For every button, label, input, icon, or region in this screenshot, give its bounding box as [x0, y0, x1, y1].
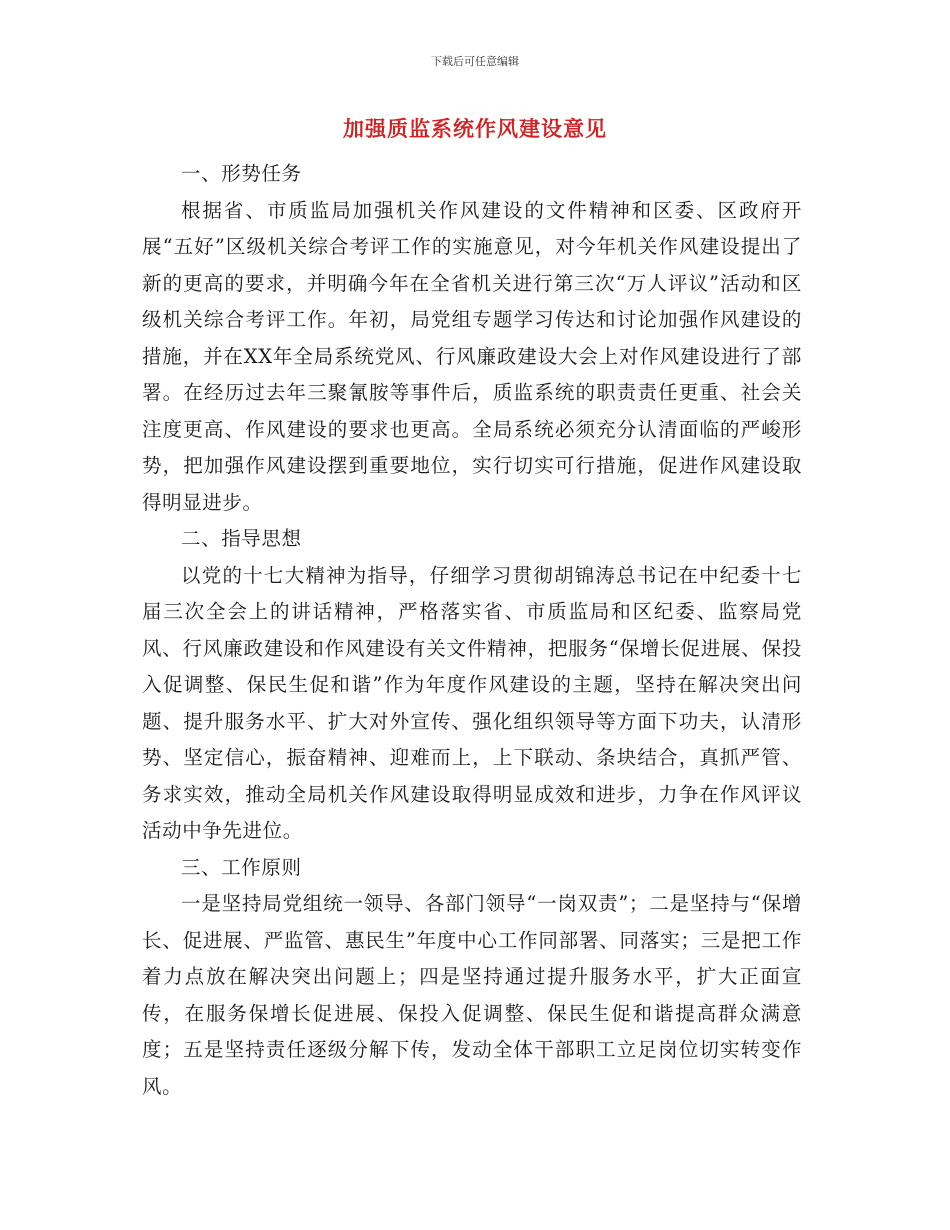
- section-paragraph-work-principles: 一是坚持局党组统一领导、各部门领导“一岗双责”；二是坚持与“保增长、促进展、严监管、惠民生”年度中心工作同部署、同落实；三是把工作着力点放在解决突出问题上；四是坚持通过提升服务水平，扩大正面宣传，在服务保增长促进展、保投入促调整、保民生促和谐提高群众满意度；五是坚持责任逐级分解下传，发动全体干部职工立足岗位切实转变作风。: [142, 892, 802, 1098]
- document-title: 加强质监系统作风建设意见: [343, 117, 607, 141]
- header-note: 下载后可任意编辑: [431, 55, 519, 68]
- section-heading-situation: 一、形势任务: [181, 162, 302, 185]
- section-paragraph-guiding-ideology: 以党的十七大精神为指导，仔细学习贯彻胡锦涛总书记在中纪委十七届三次全会上的讲话精神，严格落实省、市质监局和区纪委、监察局党风、行风廉政建设和作风建设有关文件精神，把服务“保增长促进展、保投入促调整、保民生促和谐”作为年度作风建设的主题，坚持在解决突出问题、提升服务水平、扩大对外宣传、强化组织领导等方面下功夫，认清形势、坚定信心，振奋精神、迎难而上，上下联动、条块结合，真抓严管、务求实效，推动全局机关作风建设取得明显成效和进步，力争在作风评议活动中争先进位。: [142, 563, 802, 842]
- section-heading-guiding-ideology: 二、指导思想: [181, 527, 302, 550]
- section-heading-work-principles: 三、工作原则: [181, 855, 302, 879]
- document-body: [142, 156, 802, 1105]
- section-paragraph-situation: 根据省、市质监局加强机关作风建设的文件精神和区委、区政府开展“五好”区级机关综合考评工作的实施意见，对今年机关作风建设提出了新的更高的要求，并明确今年在全省机关进行第三次“万人评议”活动和区级机关综合考评工作。年初，局党组专题学习传达和讨论加强作风建设的措施，并在XX年全局系统党风、行风廉政建设大会上对作风建设进行了部署。在经历过去年三聚氰胺等事件后，质监系统的职责责任更重、社会关注度更高、作风建设的要求也更高。全局系统必须充分认清面临的严峻形势，把加强作风建设摆到重要地位，实行切实可行措施，促进作风建设取得明显进步。: [142, 198, 802, 514]
